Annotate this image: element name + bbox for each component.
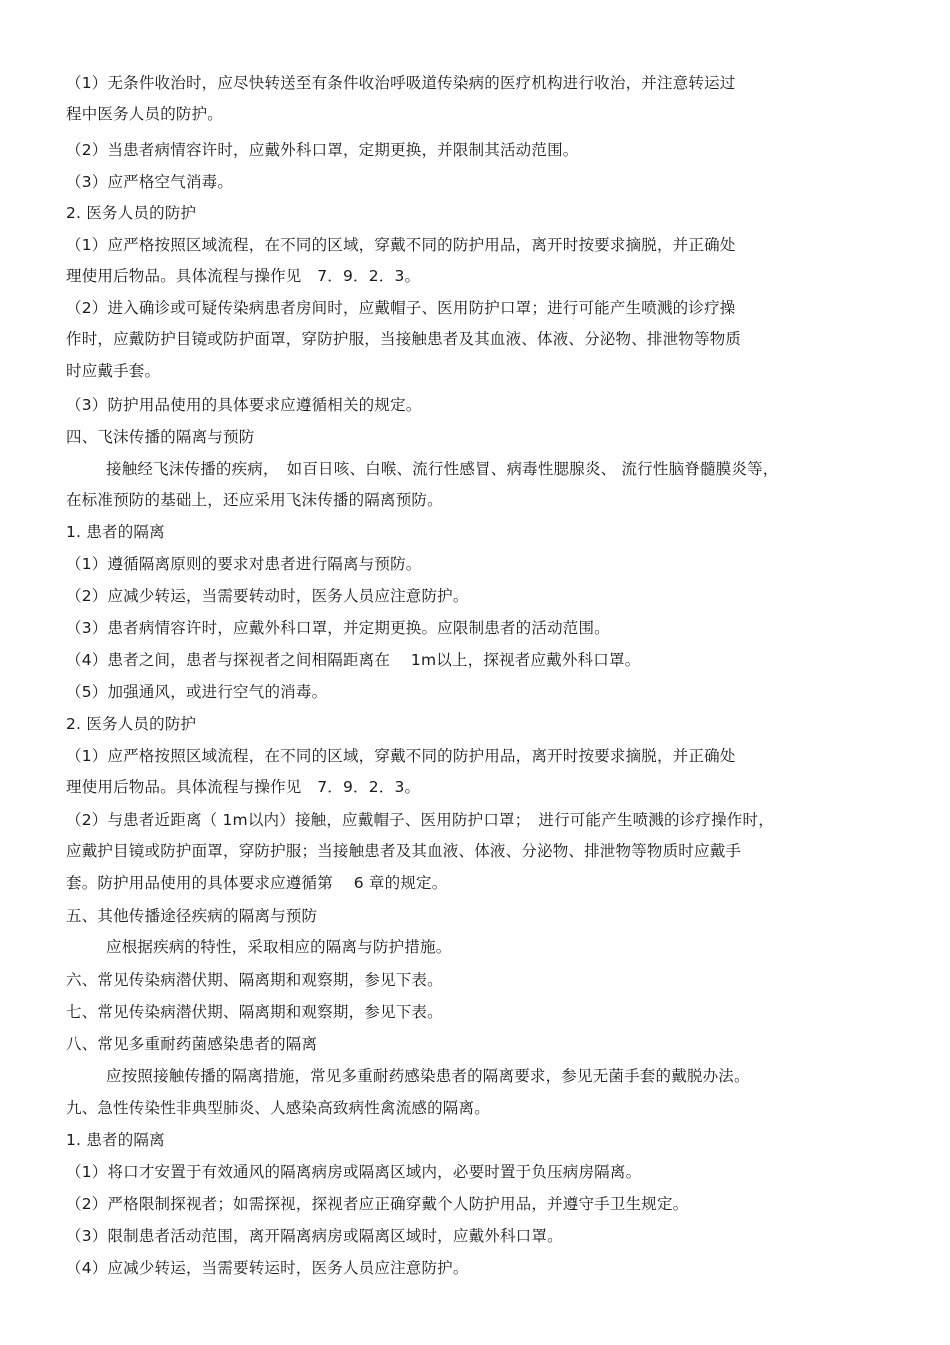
paragraph-line: （5）加强通风，或进行空气的消毒。 xyxy=(66,683,328,701)
paragraph-line: （1）遵循隔离原则的要求对患者进行隔离与预防。 xyxy=(66,555,422,573)
paragraph-line: 理使用后物品。具体流程与操作见 7．9．2．3。 xyxy=(66,778,421,796)
section-heading: 九、急性传染性非典型肺炎、人感染高致病性禽流感的隔离。 xyxy=(66,1099,490,1117)
section-heading: 五、其他传播途径疾病的隔离与预防 xyxy=(66,907,318,925)
section-heading: 四、飞沫传播的隔离与预防 xyxy=(66,428,255,446)
section-heading: 2. 医务人员的防护 xyxy=(66,715,197,733)
paragraph-line: （1）将口才安置于有效通风的隔离病房或隔离区域内，必要时置于负压病房隔离。 xyxy=(66,1163,642,1181)
section-heading: 七、常见传染病潜伏期、隔离期和观察期，参见下表。 xyxy=(66,1003,443,1021)
paragraph-line: 时应戴手套。 xyxy=(66,362,161,380)
paragraph-line: （4）应减少转运，当需要转运时，医务人员应注意防护。 xyxy=(66,1259,469,1277)
paragraph-line: 在标准预防的基础上，还应采用飞沫传播的隔离预防。 xyxy=(66,491,443,509)
paragraph-line: 接触经飞沫传播的疾病， 如百日咳、白喉、流行性感冒、病毒性腮腺炎、 流行性脑脊髓膜炎等， xyxy=(106,460,779,478)
paragraph-line: （2）应减少转运，当需要转动时，医务人员应注意防护。 xyxy=(66,587,469,605)
paragraph-line: （2）进入确诊或可疑传染病患者房间时，应戴帽子、医用防护口罩；进行可能产生喷溅的诊疗操 xyxy=(66,299,736,317)
paragraph-line: （3）防护用品使用的具体要求应遵循相关的规定。 xyxy=(66,396,422,414)
paragraph-line: （1）应严格按照区域流程，在不同的区域，穿戴不同的防护用品，离开时按要求摘脱，并正确处 xyxy=(66,236,736,254)
paragraph-line: 理使用后物品。具体流程与操作见 7．9．2．3。 xyxy=(66,267,421,285)
section-heading: 六、常见传染病潜伏期、隔离期和观察期，参见下表。 xyxy=(66,971,443,989)
paragraph-line: 套。防护用品使用的具体要求应遵循第 6 章的规定。 xyxy=(66,874,448,892)
paragraph-line: （2）严格限制探视者；如需探视，探视者应正确穿戴个人防护用品，并遵守手卫生规定。 xyxy=(66,1195,689,1213)
paragraph-line: 程中医务人员的防护。 xyxy=(66,105,224,123)
section-heading: 1. 患者的隔离 xyxy=(66,1131,165,1149)
paragraph-line: （1）应严格按照区域流程，在不同的区域，穿戴不同的防护用品，离开时按要求摘脱，并正确处 xyxy=(66,747,736,765)
paragraph-line: （3）患者病情容许时，应戴外科口罩，并定期更换。应限制患者的活动范围。 xyxy=(66,619,610,637)
section-heading: 2. 医务人员的防护 xyxy=(66,204,197,222)
paragraph-line: （1）无条件收治时，应尽快转送至有条件收治呼吸道传染病的医疗机构进行收治，并注意转运过 xyxy=(66,74,736,92)
paragraph-line: （3）限制患者活动范围，离开隔离病房或隔离区域时，应戴外科口罩。 xyxy=(66,1227,563,1245)
paragraph-line: 应按照接触传播的隔离措施，常见多重耐药感染患者的隔离要求，参见无菌手套的戴脱办法。 xyxy=(106,1067,750,1085)
paragraph-line: 应戴护目镜或防护面罩，穿防护服；当接触患者及其血液、体液、分泌物、排泄物等物质时应戴手 xyxy=(66,842,742,860)
section-heading: 八、常见多重耐药菌感染患者的隔离 xyxy=(66,1035,318,1053)
paragraph-line: 作时，应戴防护目镜或防护面罩，穿防护服，当接触患者及其血液、体液、分泌物、排泄物等物质 xyxy=(66,330,742,348)
paragraph-line: （3）应严格空气消毒。 xyxy=(66,173,234,191)
paragraph-line: （2）当患者病情容许时，应戴外科口罩，定期更换，并限制其活动范围。 xyxy=(66,141,579,159)
paragraph-line: （2）与患者近距离（ 1m以内）接触，应戴帽子、医用防护口罩； 进行可能产生喷溅的诊疗操作时， xyxy=(66,811,774,829)
paragraph-line: （4）患者之间，患者与探视者之间相隔距离在 1m以上，探视者应戴外科口罩。 xyxy=(66,651,641,669)
section-heading: 1. 患者的隔离 xyxy=(66,523,165,541)
paragraph-line: 应根据疾病的特性，采取相应的隔离与防护措施。 xyxy=(106,938,452,956)
